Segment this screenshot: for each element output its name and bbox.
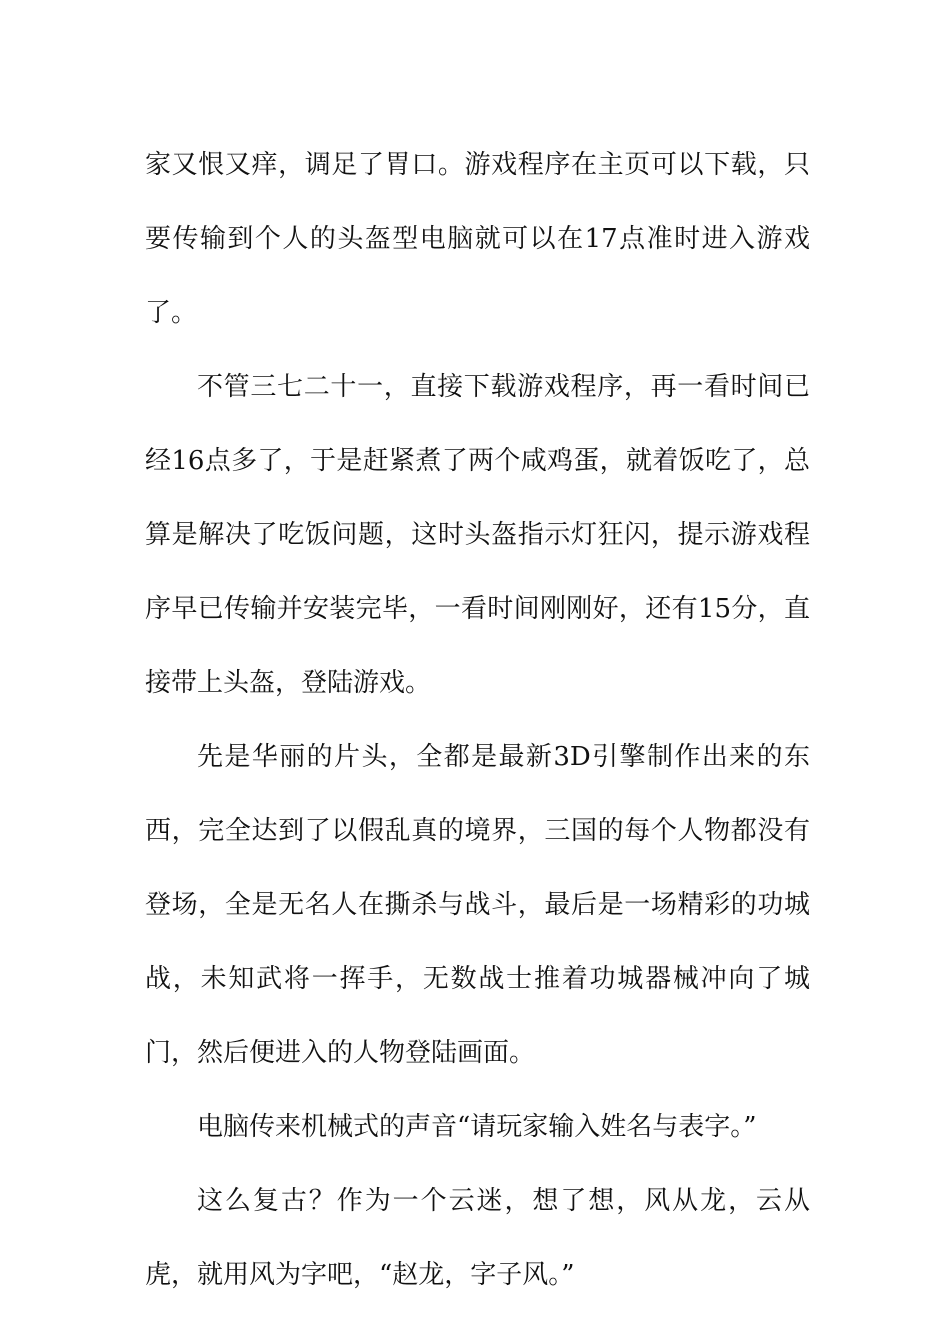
paragraph-5: 这么复古？作为一个云迷，想了想，风从龙，云从虎，就用风为字吧，“赵龙，字子风。” — [145, 1186, 810, 1290]
paragraph-2: 不管三七二十一，直接下载游戏程序，再一看时间已经16点多了，于是赶紧煮了两个咸鸡蛋，就着饭吃了，总算是解决了吃饭问题，这时头盔指示灯狂闪，提示游戏程序早已传输并安装完毕，一看时间刚刚好，还有15分，直接带上头盔，登陆游戏。 — [145, 372, 810, 698]
paragraph-1: 家又恨又痒，调足了胃口。游戏程序在主页可以下载，只要传输到个人的头盔型电脑就可以在17点准时进入游戏了。 — [145, 150, 810, 328]
paragraph-4: 电脑传来机械式的声音“请玩家输入姓名与表字。” — [197, 1112, 757, 1142]
body-text — [145, 128, 810, 1312]
paragraph-3: 先是华丽的片头，全都是最新3D引擎制作出来的东西，完全达到了以假乱真的境界，三国的每个人物都没有登场，全是无名人在撕杀与战斗，最后是一场精彩的功城战，未知武将一挥手，无数战士推着功城器械冲向了城门，然后便进入的人物登陆画面。 — [145, 742, 810, 1068]
